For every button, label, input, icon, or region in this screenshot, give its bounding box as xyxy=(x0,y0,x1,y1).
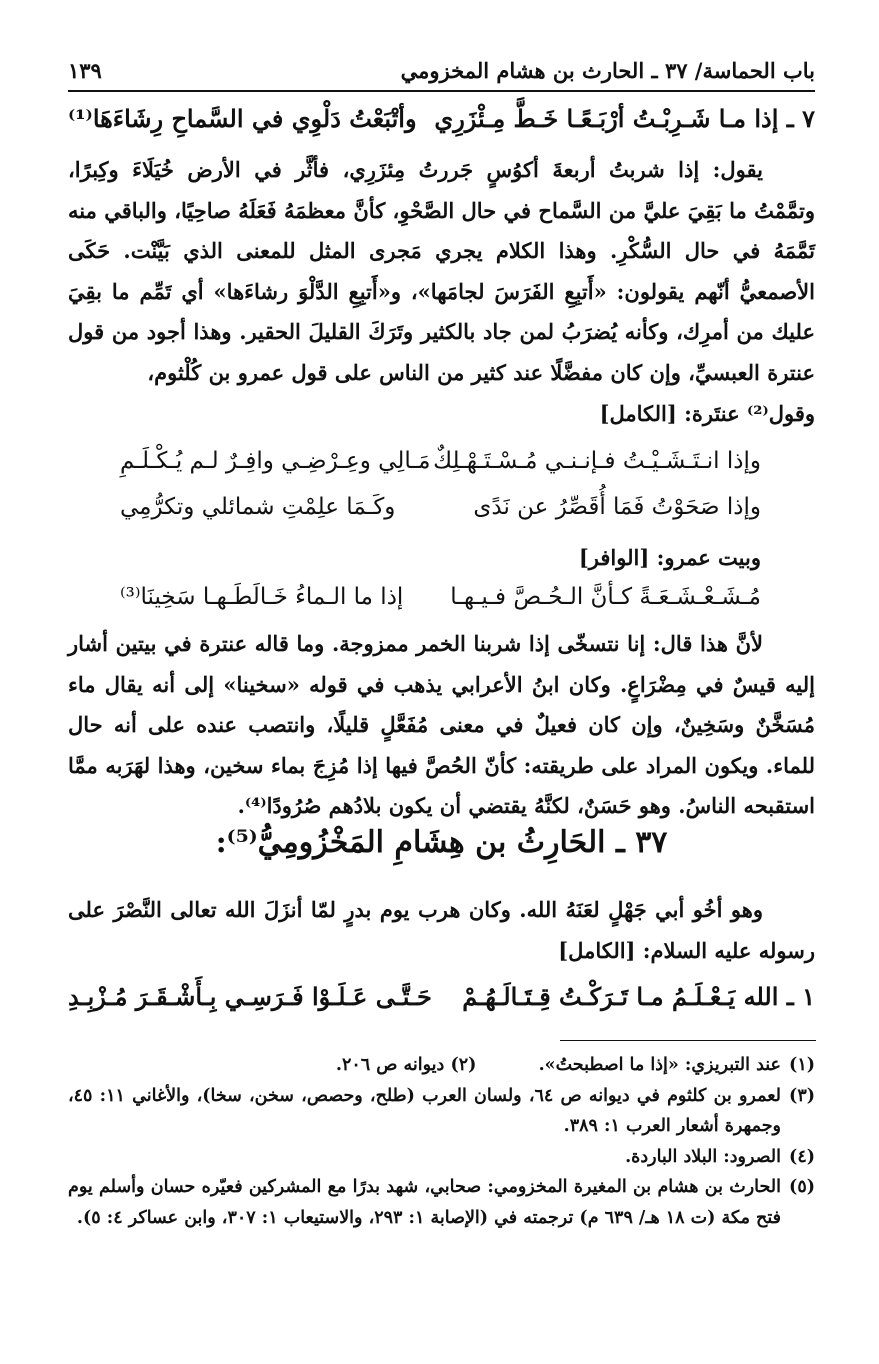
header-rule xyxy=(68,90,815,92)
footnote-5-text: الحارث بن هشام بن المغيرة المخزومي: صحابي، شهد بدرًا مع المشركين فعيّره حسان وأسلم يوم فتح مكة (ت ١٨ هـ/ ٦٣٩ م) ترجمته في (الإصابة ١: ٢٩٣، والاستيعاب ١: ٣٠٧، وابن عساكر ٤: ٥). xyxy=(68,1177,781,1228)
verse-7-second-hemistich: وأتْبَعْتُ دَلْوِي في السَّماحِ رِشَاءَهَا⁽¹⁾ xyxy=(68,104,417,133)
verse-1-first-hemistich: ١ ـ الله يَـعْـلَـمُ مـا تَـرَكْـتُ قِـتَـالَـهُـمْ xyxy=(462,982,815,1011)
footnote-3-text: لعمرو بن كلثوم في ديوانه ص ٦٤، ولسان العرب (طلح، وحصص، سخن، سخا)، والأغاني ١١: ٤٥، وجمهرة أشعار العرب ١: ٣٨٩. xyxy=(68,1085,781,1136)
footnote-1-2 xyxy=(68,1050,815,1081)
commentary-paragraph-2: لأنَّ هذا قال: إنا نتسخّى إذا شربنا الخمر ممزوجة. وما قاله عنترة في بيتين أشار إليه قيسٌ في مِضْرَاعٍ. وكان ابنُ الأعرابي يذهب في قوله «سخينا» إلى أنه يقال ماء مُسَخَّنٌ وسَخِينٌ، وإن كان فعيلٌ في معنى مُفَعَّلٍ قليلًا، وانتصب عنده على أنه حال للماء. ويكون المراد على طريقته: كأنّ الحُصَّ فيها إذا مُزِجَ بماء سخين، وهذا لهَرَبه ممَّا استقبحه الناسُ. وهو حَسَنٌ، لكنَّهُ يقتضي أن يكون بلادُهم صُرُودًا⁽⁴⁾. xyxy=(68,631,815,818)
footnote-5-number: (٥) xyxy=(789,1177,815,1197)
footnote-4 xyxy=(68,1142,815,1173)
verse-7-first-hemistich: ٧ ـ إذا مـا شَـرِبْـتُ أرْبَـعًـا خَـطَّ مِـئْزَرِي xyxy=(434,104,815,133)
antara-verse-2-second: وكَـمَا علِمْتِ شمائلي وتكرُّمِي xyxy=(120,494,396,520)
amr-verse-first: مُـشَـعْـشَـعَـةً كـأنَّ الـحُـصَّ فـيـهـا xyxy=(450,584,761,610)
footnote-1-text: عند التبريزي: «إذا ما اصطبحتُ». xyxy=(538,1055,781,1075)
verse-1-second-hemistich: حَـتَّـى عَـلَـوْا فَـرَسِـي بِـأَشْـقَـرَ مُـزْبِـدِ xyxy=(68,982,432,1011)
running-title: باب الحماسة/ ٣٧ ـ الحارث بن هشام المخزومي xyxy=(400,57,815,83)
section-intro: وهو أخُو أبي جَهْلٍ لعَنَهُ الله. وكان هرب يوم بدرٍ لمّا أنزَلَ الله تعالى النَّصْرَ على رسوله عليه السلام: [الكامل] xyxy=(68,897,815,963)
page-number: ١٣٩ xyxy=(68,57,102,83)
section-title: ٣٧ ـ الحَارِثُ بن هِشَامِ المَخْزُومِيُّ⁽⁵⁾: xyxy=(215,825,668,860)
commentary-paragraph-1: يقول: إذا شربتُ أربعةَ أكوُسٍ جَررتُ مِئزَرِي، فأثَّر في الأرض خُيَلَاءَ وكِبرًا، وتمَّمْتُ ما بَقِيَ عليَّ من السَّماح في حال الصَّحْوِ، كأنَّ معظمَهُ فَعَلَهُ صاحِيًا، والباقي منه تَمَّمَهُ في حال السُّكْرِ. وهذا الكلام يجري مَجرى المثل للمعنى الذي بَيَّنْت. حَكَى الأصمعيُّ أنّهم يقولون: «أَتبِعِ الفَرَسَ لجامَها»، و«أَتبِعِ الدَّلْوَ رشاءَها» أي تَمِّم ما بقِيَ عليك من أمرِك، وكأنه يُضرَبُ لمن جاد بالكثير وتَرَكَ القليلَ الحقير. وهذا أجود من قول عنترة العبسيِّ، وإن كان مفضَّلًا عند كثير من الناس على قول عمرو بن كُلْثوم، xyxy=(68,157,815,385)
amr-verse xyxy=(120,584,761,610)
footnote-2-text: ديوانه ص ٢٠٦. xyxy=(335,1055,445,1075)
footnote-1-number: (١) xyxy=(789,1055,815,1075)
footnote-3 xyxy=(68,1081,815,1142)
footnote-4-text: الصرود: البلاد الباردة. xyxy=(625,1146,781,1167)
antara-verse-2-first: وإذا صَحَوْتُ فَمَا أُقَصِّرُ عن نَدًى xyxy=(473,494,761,520)
amr-verse-second: إذا ما الـماءُ خَـالَطَـهـا سَخِينَا⁽³⁾ xyxy=(120,584,404,610)
footnote-3-number: (٣) xyxy=(789,1085,815,1106)
verse-7 xyxy=(68,104,815,133)
footnote-rule xyxy=(560,1040,816,1041)
page-header xyxy=(68,50,815,90)
antara-verse-2 xyxy=(120,494,761,520)
amr-intro: وبيت عمرو: [الوافر] xyxy=(578,545,761,570)
antara-verse-1-second: مَـالِي وعِـرْضِـي وافِـرٌ لـم يُـكْـلَـمِ xyxy=(120,448,431,474)
footnote-2-number: (٢) xyxy=(450,1055,477,1075)
footnote-4-number: (٤) xyxy=(789,1146,815,1167)
footnotes xyxy=(68,1050,815,1233)
antara-verse-1 xyxy=(120,448,761,474)
footnote-5 xyxy=(68,1172,815,1233)
antara-verse-1-first: وإذا انـتَـشَـيْـتُ فـإنـنـي مُـسْـتَـهْـلِكٌ xyxy=(433,448,761,474)
antara-intro: وقول⁽²⁾ عنتَرة: [الكامل] xyxy=(599,401,815,426)
verse-1 xyxy=(68,982,815,1011)
